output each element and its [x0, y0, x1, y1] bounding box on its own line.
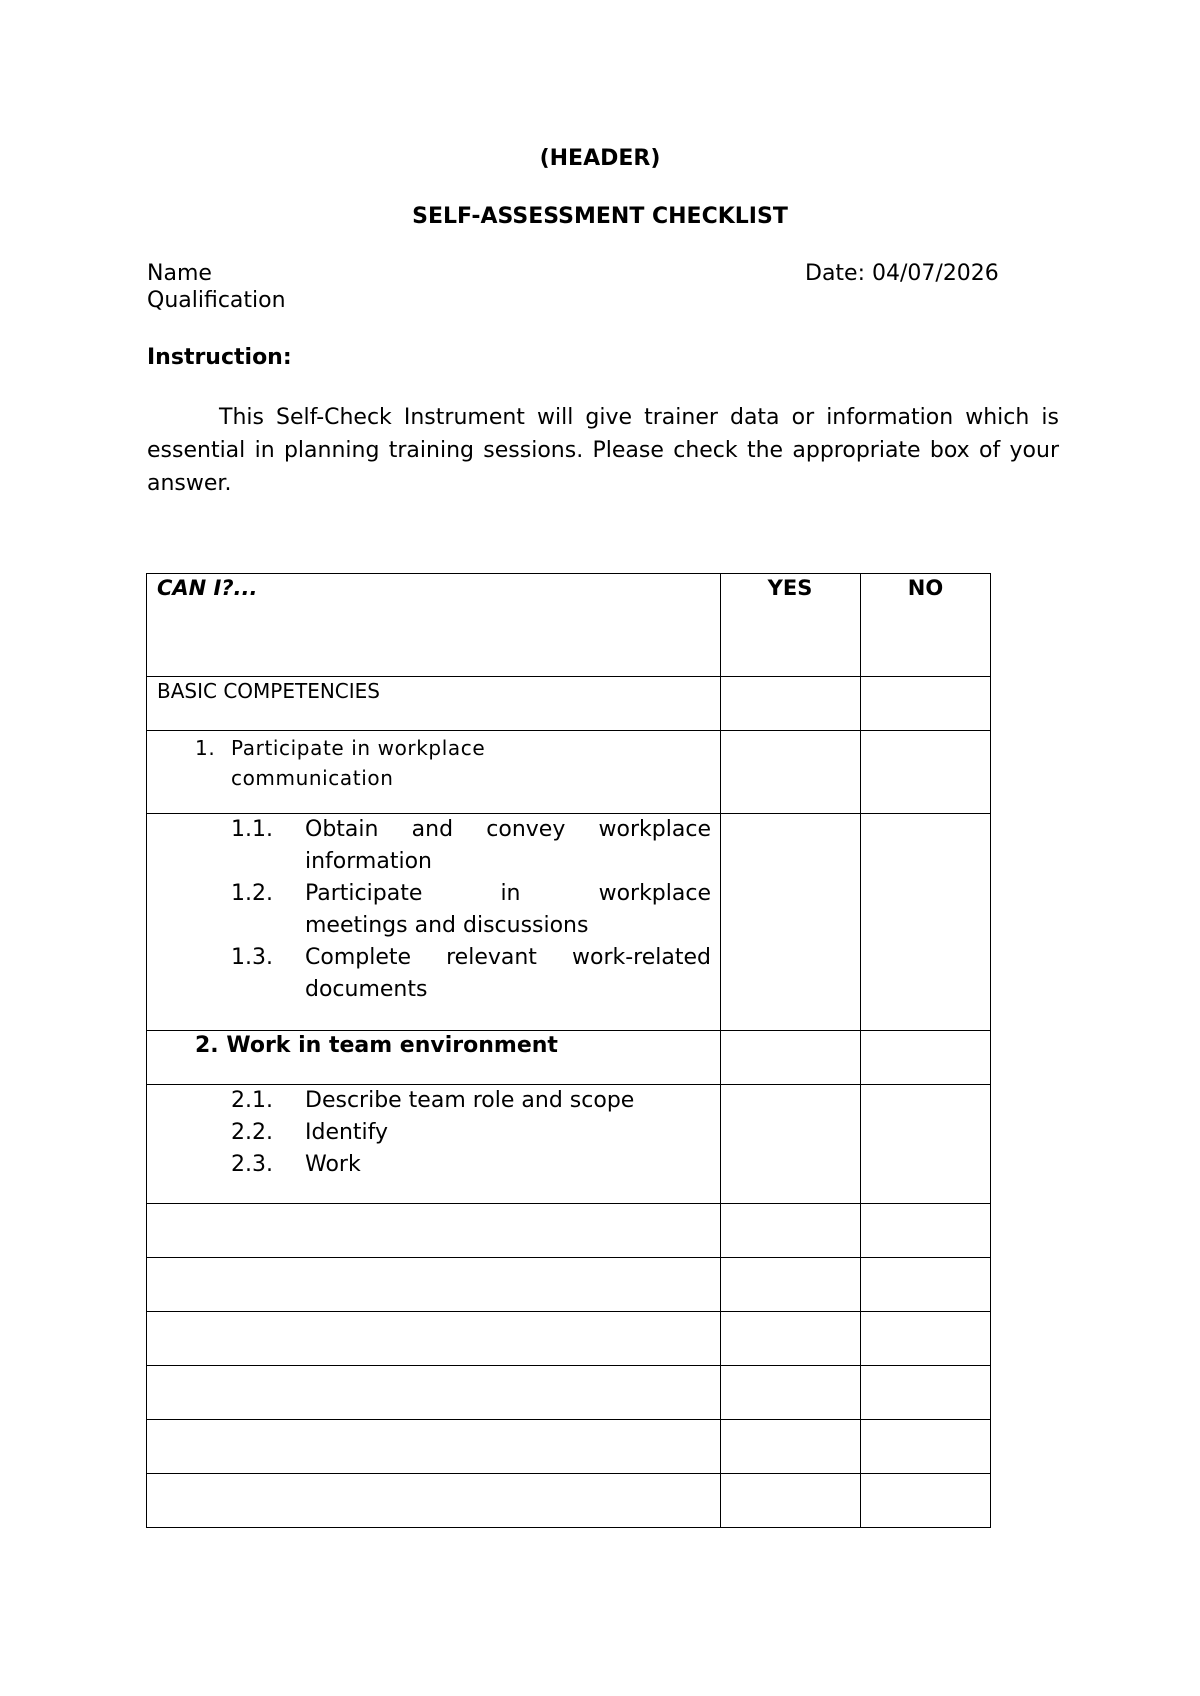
table-rule — [146, 1473, 991, 1474]
table-rule — [146, 730, 991, 731]
date-field — [805, 261, 999, 286]
table-rule — [146, 1419, 991, 1420]
sub-text: Complete relevant work-related — [305, 945, 711, 970]
column-header-question: CAN I?... — [157, 576, 258, 600]
instruction-body: This Self-Check Instrument will give trainer data or information which is essential in planning training sessions. Please check the appropriate box of your answer. — [147, 405, 1059, 496]
table-rule — [146, 1527, 991, 1528]
qualification-label: Qualification — [147, 288, 286, 313]
table-rule — [146, 1365, 991, 1366]
column-header-yes: YES — [767, 576, 813, 600]
sub-text: Obtain and convey workplace — [305, 817, 711, 842]
item-text: Participate in workplace — [231, 736, 486, 760]
item-number: 1. — [195, 736, 216, 760]
sub-number: 1.2. — [231, 881, 273, 906]
table-rule — [146, 1203, 991, 1204]
instruction-heading: Instruction: — [147, 345, 292, 370]
sub-text: Work — [305, 1152, 361, 1177]
table-rule — [146, 573, 147, 1528]
item-text: communication — [231, 766, 394, 790]
table-rule — [146, 573, 991, 574]
sub-number: 1.3. — [231, 945, 273, 970]
column-header-no: NO — [907, 576, 944, 600]
table-rule — [146, 1311, 991, 1312]
table-rule — [146, 676, 991, 677]
table-rule — [146, 1030, 991, 1031]
sub-number: 2.2. — [231, 1120, 273, 1145]
sub-text: meetings and discussions — [305, 913, 589, 938]
sub-number: 1.1. — [231, 817, 273, 842]
sub-number: 2.1. — [231, 1088, 273, 1113]
section-label: BASIC COMPETENCIES — [157, 679, 380, 703]
sub-text: Identify — [305, 1120, 389, 1145]
competency-item — [195, 1033, 558, 1058]
sub-text: Describe team role and scope — [305, 1088, 635, 1113]
table-rule — [990, 573, 991, 1528]
document-header: (HEADER) — [539, 146, 661, 171]
sub-text: documents — [305, 977, 428, 1002]
item-number: 2. — [195, 1033, 219, 1058]
table-rule — [860, 573, 861, 1528]
page-title: SELF-ASSESSMENT CHECKLIST — [412, 204, 788, 229]
sub-text: Participate in workplace — [305, 881, 711, 906]
date-value: 04/07/2026 — [872, 261, 999, 286]
date-label: Date: — [805, 261, 865, 286]
name-label: Name — [147, 261, 212, 286]
table-rule — [146, 1257, 991, 1258]
sub-text: information — [305, 849, 432, 874]
item-text: Work in team environment — [226, 1033, 558, 1058]
sub-number: 2.3. — [231, 1152, 273, 1177]
table-rule — [720, 573, 721, 1528]
